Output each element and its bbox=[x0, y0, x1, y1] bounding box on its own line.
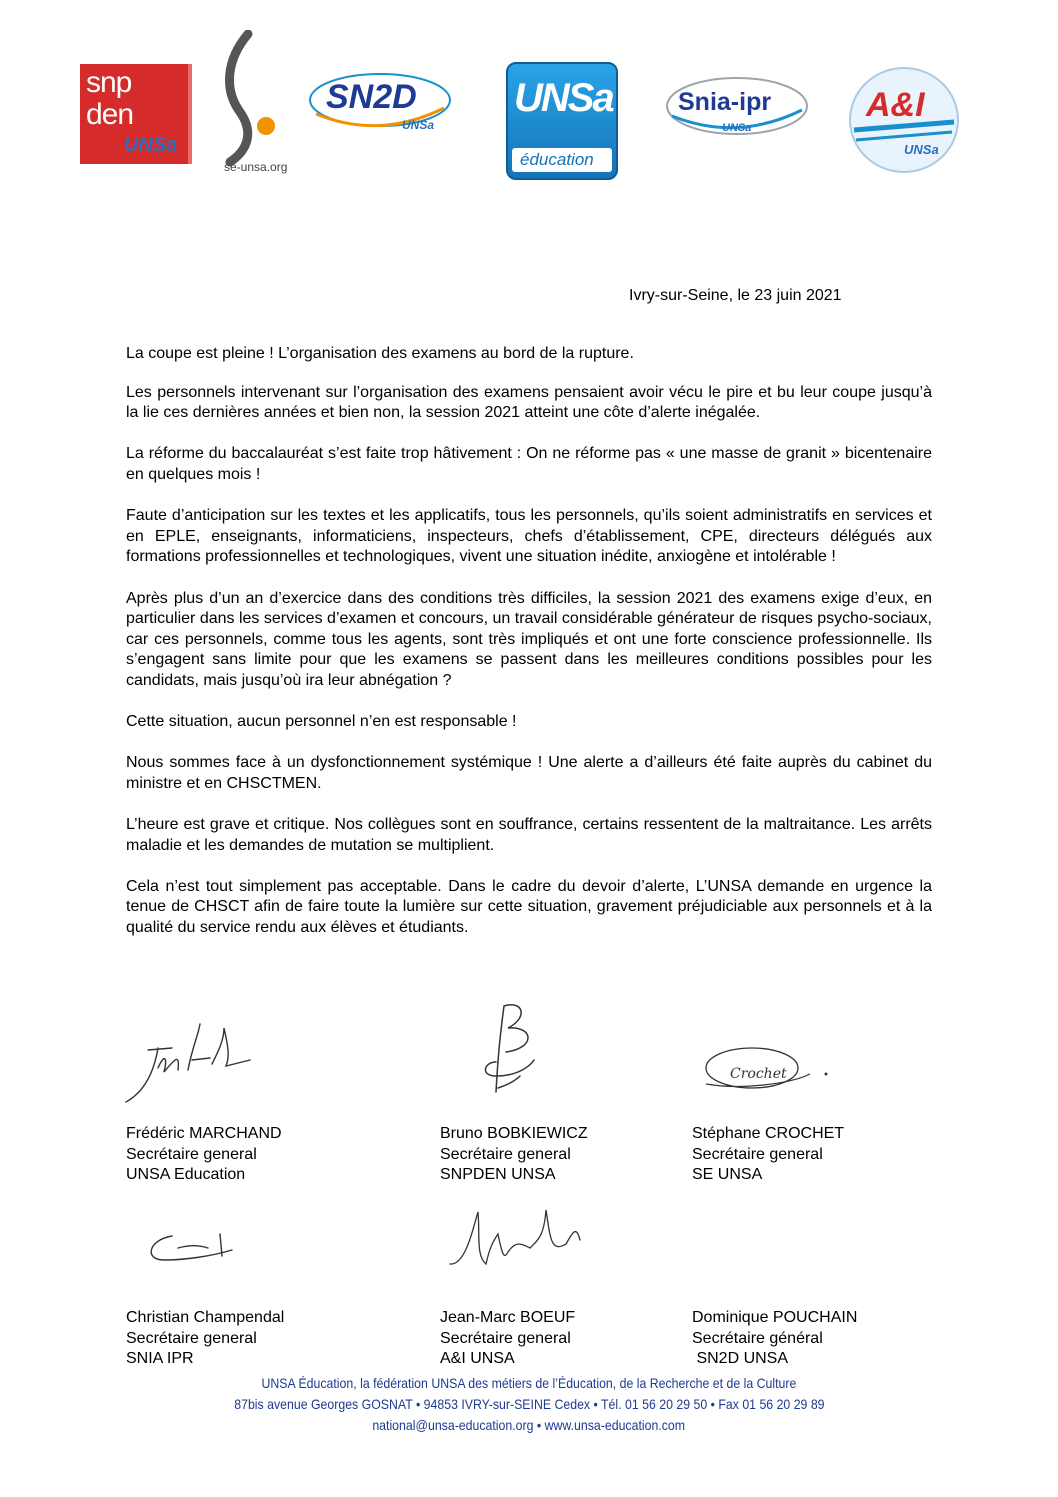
signatory-org: SN2D UNSA bbox=[692, 1350, 789, 1367]
letter-paragraph: Après plus d’un an d’exercice dans des conditions très difficiles, la session 2021 des examens exige d’eux, en particulier dans les services d’examen et concours, un travail considérable générateur de risques psycho-sociaux, car ces personnels, comme tous les agents, sont très impliqués et ont une forte conscience professionnelle. Ils s’engagent sans limite pour que les examens se passent dans les meilleures conditions possibles pour les candidats, mais jusqu’où ira leur abnégation ? bbox=[126, 589, 932, 689]
snia-logo-text: Snia-ipr bbox=[678, 88, 772, 116]
sn2d-logo-sub: UNSa bbox=[402, 118, 435, 132]
snia-logo-sub: UNSa bbox=[722, 122, 752, 134]
signatory-block bbox=[692, 1308, 857, 1370]
letter-paragraph: Nous sommes face à un dysfonctionnement systémique ! Une alerte a d’ailleurs été faite auprès du cabinet du ministre et en CHSCTMEN. bbox=[126, 754, 932, 792]
se-s-mark-icon bbox=[218, 30, 318, 180]
signatory-block bbox=[692, 1124, 844, 1186]
snpden-logo-line1: snp bbox=[86, 66, 132, 99]
letter-paragraph: La coupe est pleine ! L’organisation des examens au bord de la rupture. bbox=[126, 345, 634, 362]
snpden-logo-line2: den bbox=[86, 98, 134, 131]
unsa-logo-sub: éducation bbox=[520, 150, 594, 169]
ai-unsa-logo bbox=[848, 66, 960, 174]
signatory-name: Bruno BOBKIEWICZ bbox=[440, 1125, 588, 1142]
signature-crochet-text: Crochet bbox=[730, 1066, 787, 1082]
signatory-title: Secrétaire general bbox=[440, 1145, 571, 1163]
letter-paragraph: Faute d’anticipation sur les textes et les applicatifs, tous les personnels, qu’ils soient administratifs en services et en EPLE, enseignants, informaticiens, inspecteurs, chefs d’établissement, CPE, directeurs délégués aux formations professionnelles et technologiques, vivent une situation inédite, anxiogène et intolérable ! bbox=[126, 507, 932, 566]
signatory-block bbox=[440, 1308, 575, 1370]
logo-header bbox=[0, 0, 1058, 190]
snia-ipr-logo bbox=[664, 76, 810, 152]
letter-paragraph: Les personnels intervenant sur l’organisation des examens pensaient avoir vécu le pire et bu leur coupe jusqu’à la lie ces dernières années et bien non, la session 2021 atteint une côte d’alerte inégalée. bbox=[126, 383, 932, 422]
signatory-name: Dominique POUCHAIN bbox=[692, 1309, 858, 1326]
sn2d-logo bbox=[306, 70, 454, 148]
signatory-title: Secrétaire general bbox=[126, 1329, 257, 1347]
signatory-title: Secrétaire général bbox=[692, 1329, 823, 1347]
footer-line-2 bbox=[0, 1396, 1058, 1412]
unsa-education-logo bbox=[506, 62, 618, 180]
unsa-logo-text: UNSa bbox=[514, 76, 613, 120]
signatory-block bbox=[126, 1308, 284, 1370]
sn2d-logo-text: SN2D bbox=[326, 78, 417, 116]
letter-paragraph: La réforme du baccalauréat s’est faite trop hâtivement : On ne réforme pas « une masse de granit » bicentenaire en quelques mois ! bbox=[126, 445, 932, 483]
signatory-name: Frédéric MARCHAND bbox=[126, 1125, 282, 1142]
signatory-name: Stéphane CROCHET bbox=[692, 1125, 845, 1142]
snpden-logo bbox=[80, 64, 192, 164]
letter-date: Ivry-sur-Seine, le 23 juin 2021 bbox=[629, 287, 842, 304]
letter-paragraph: Cette situation, aucun personnel n’en est responsable ! bbox=[126, 713, 517, 731]
footer-line-1 bbox=[0, 1375, 1058, 1391]
signature-bobkiewicz bbox=[444, 996, 594, 1100]
letter-paragraph: Cela n’est tout simplement pas acceptable. Dans le cadre du devoir d’alerte, L’UNSA demande en urgence la tenue de CHSCT afin de faire toute la lumière sur cette situation, gravement préjudiciable aux personnels et à la qualité du service rendu aux élèves et étudiants. bbox=[126, 877, 932, 937]
signatory-title: Secrétaire general bbox=[440, 1329, 571, 1347]
signatory-org: SNIA IPR bbox=[126, 1350, 194, 1367]
footer-line-3 bbox=[0, 1417, 1058, 1433]
signatory-block bbox=[126, 1124, 282, 1186]
footer-contact: national@unsa-education.org • www.unsa-education.com bbox=[372, 1417, 686, 1433]
signatory-name: Christian Champendal bbox=[126, 1309, 285, 1326]
signatory-org: SE UNSA bbox=[692, 1166, 763, 1183]
signatory-org: A&I UNSA bbox=[440, 1350, 515, 1367]
signatory-name: Jean-Marc BOEUF bbox=[440, 1309, 576, 1326]
signatory-org: SNPDEN UNSA bbox=[440, 1166, 556, 1183]
footer-federation: UNSA Éducation, la fédération UNSA des métiers de l’Éducation, de la Recherche et de la Culture bbox=[261, 1375, 797, 1391]
se-unsa-caption: se-unsa.org bbox=[224, 160, 288, 174]
signatory-block bbox=[440, 1124, 588, 1186]
snpden-logo-sub: UNSa bbox=[124, 134, 178, 156]
signature-marchand bbox=[118, 1012, 258, 1112]
footer-address: 87bis avenue Georges GOSNAT • 94853 IVRY-sur-SEINE Cedex • Tél. 01 56 20 29 50 • Fax 01 56 20 29 89 bbox=[233, 1396, 825, 1412]
signatory-title: Secrétaire general bbox=[126, 1145, 257, 1163]
signature-champendal bbox=[142, 1226, 242, 1270]
letter-paragraph: L’heure est grave et critique. Nos collègues sont en souffrance, certains ressentent de la maltraitance. Les arrêts maladie et les demandes de mutation se multiplient. bbox=[126, 816, 932, 854]
signatory-org: UNSA Education bbox=[126, 1166, 246, 1183]
signatory-title: Secrétaire general bbox=[692, 1145, 823, 1163]
letter-body bbox=[126, 344, 932, 959]
ai-logo-sub: UNSa bbox=[904, 142, 939, 157]
signature-boeuf bbox=[446, 1204, 586, 1282]
ai-logo-text: A&I bbox=[866, 86, 925, 124]
se-unsa-logo bbox=[218, 30, 318, 180]
signature-crochet bbox=[700, 1040, 860, 1096]
